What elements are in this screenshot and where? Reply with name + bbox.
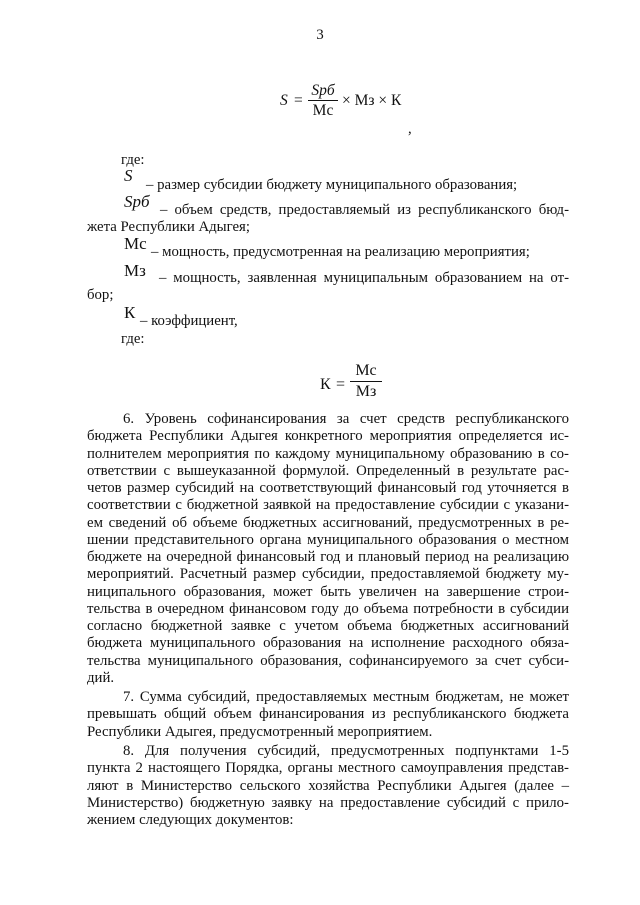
fraction-bar <box>350 381 382 382</box>
legend-description-cont: бор; <box>87 287 114 303</box>
legend-description: – объем средств, предоставляемый из республиканского бюд- <box>160 202 569 218</box>
legend-description: – коэффициент, <box>140 313 238 329</box>
formula-fraction <box>350 362 382 401</box>
text-line: полнителем мероприятия по каждому муниципальному образованию в со- <box>87 446 569 462</box>
text-line: бюджета Республики Адыгея конкретного мероприятия определяется ис- <box>87 428 569 444</box>
text-line: Республики Адыгея, предусмотренный мероприятием. <box>87 724 433 740</box>
text-line: ем сведений об объеме бюджетных ассигнований, предусмотренных в ре- <box>87 515 569 531</box>
legend-intro-2: где: <box>121 331 145 347</box>
text-line: 6. Уровень софинансирования за счет средств республиканского <box>123 411 569 427</box>
legend-description: – размер субсидии бюджету муниципального образования; <box>146 177 518 193</box>
text-line: тельства муниципального образования, софинансируемого за счет субси- <box>87 653 569 669</box>
legend-symbol: Мз <box>124 261 146 280</box>
text-line: соответствии с бюджетной заявкой на предоставление субсидии с указани- <box>87 497 569 513</box>
formula-denominator: Мс <box>312 102 334 119</box>
text-line: дий. <box>87 670 115 686</box>
text-line: четов размер субсидий на соответствующий финансовый год уточняется в <box>87 480 569 496</box>
text-line: Министерство) бюджетную заявку на предоставление субсидий с прило- <box>87 795 569 811</box>
formula-numerator: Spб <box>311 82 335 99</box>
text-line: пункта 2 настоящего Порядка, органы местного самоуправления представ- <box>87 760 569 776</box>
text-line: согласно бюджетной заявке с учетом объема бюджетных ассигнований <box>87 618 569 634</box>
legend-symbol: Spб <box>124 192 150 211</box>
legend-symbol: К <box>124 303 136 322</box>
formula-denominator: Мз <box>355 383 377 400</box>
text-line: 8. Для получения субсидий, предусмотренных подпунктами 1-5 <box>123 743 569 759</box>
text-line: бюджете на очередной финансовый год и плановый период на реализацию <box>87 549 569 565</box>
formula-lhs: К <box>320 376 331 393</box>
legend-intro: где: <box>121 152 145 168</box>
text-line: мероприятий. Расчетный размер субсидии, предоставляемой бюджету му- <box>87 566 569 582</box>
legend-description: – мощность, предусмотренная на реализацию мероприятия; <box>151 244 530 260</box>
page-number: 3 <box>316 27 324 43</box>
formula-trailing-comma: , <box>408 121 412 137</box>
legend-symbol: S <box>124 166 133 185</box>
formula-numerator: Мс <box>355 362 377 379</box>
text-line: тельства в очередном финансовом году до объема потребности в субсидии <box>87 601 569 617</box>
text-line: ляют в Министерство сельского хозяйства Республики Адыгея (далее – <box>87 778 569 794</box>
formula-multipliers: × Мз × К <box>342 92 402 109</box>
formula-equals: = <box>294 92 303 109</box>
legend-symbol: Мс <box>124 234 147 253</box>
text-line: ответствии с вышеуказанной формулой. Определенный в результате рас- <box>87 463 569 479</box>
text-line: бюджета муниципального образования на исполнение расходного обяза- <box>87 635 569 651</box>
text-line: жением следующих документов: <box>87 812 294 828</box>
formula-fraction <box>308 82 338 119</box>
legend-description: – мощность, заявленная муниципальным образованием на от- <box>159 270 569 286</box>
text-line: ниципального образования, может быть увеличен на завершение строи- <box>87 584 569 600</box>
legend-description-cont: жета Республики Адыгея; <box>87 219 250 235</box>
formula-lhs: S <box>280 92 288 109</box>
text-line: шении представительного органа муниципального образования о местном <box>87 532 569 548</box>
formula-equals: = <box>336 376 346 393</box>
fraction-bar <box>308 100 338 101</box>
text-line: 7. Сумма субсидий, предоставляемых местным бюджетам, не может <box>123 689 569 705</box>
text-line: превышать общий объем финансирования из республиканского бюджета <box>87 706 569 722</box>
